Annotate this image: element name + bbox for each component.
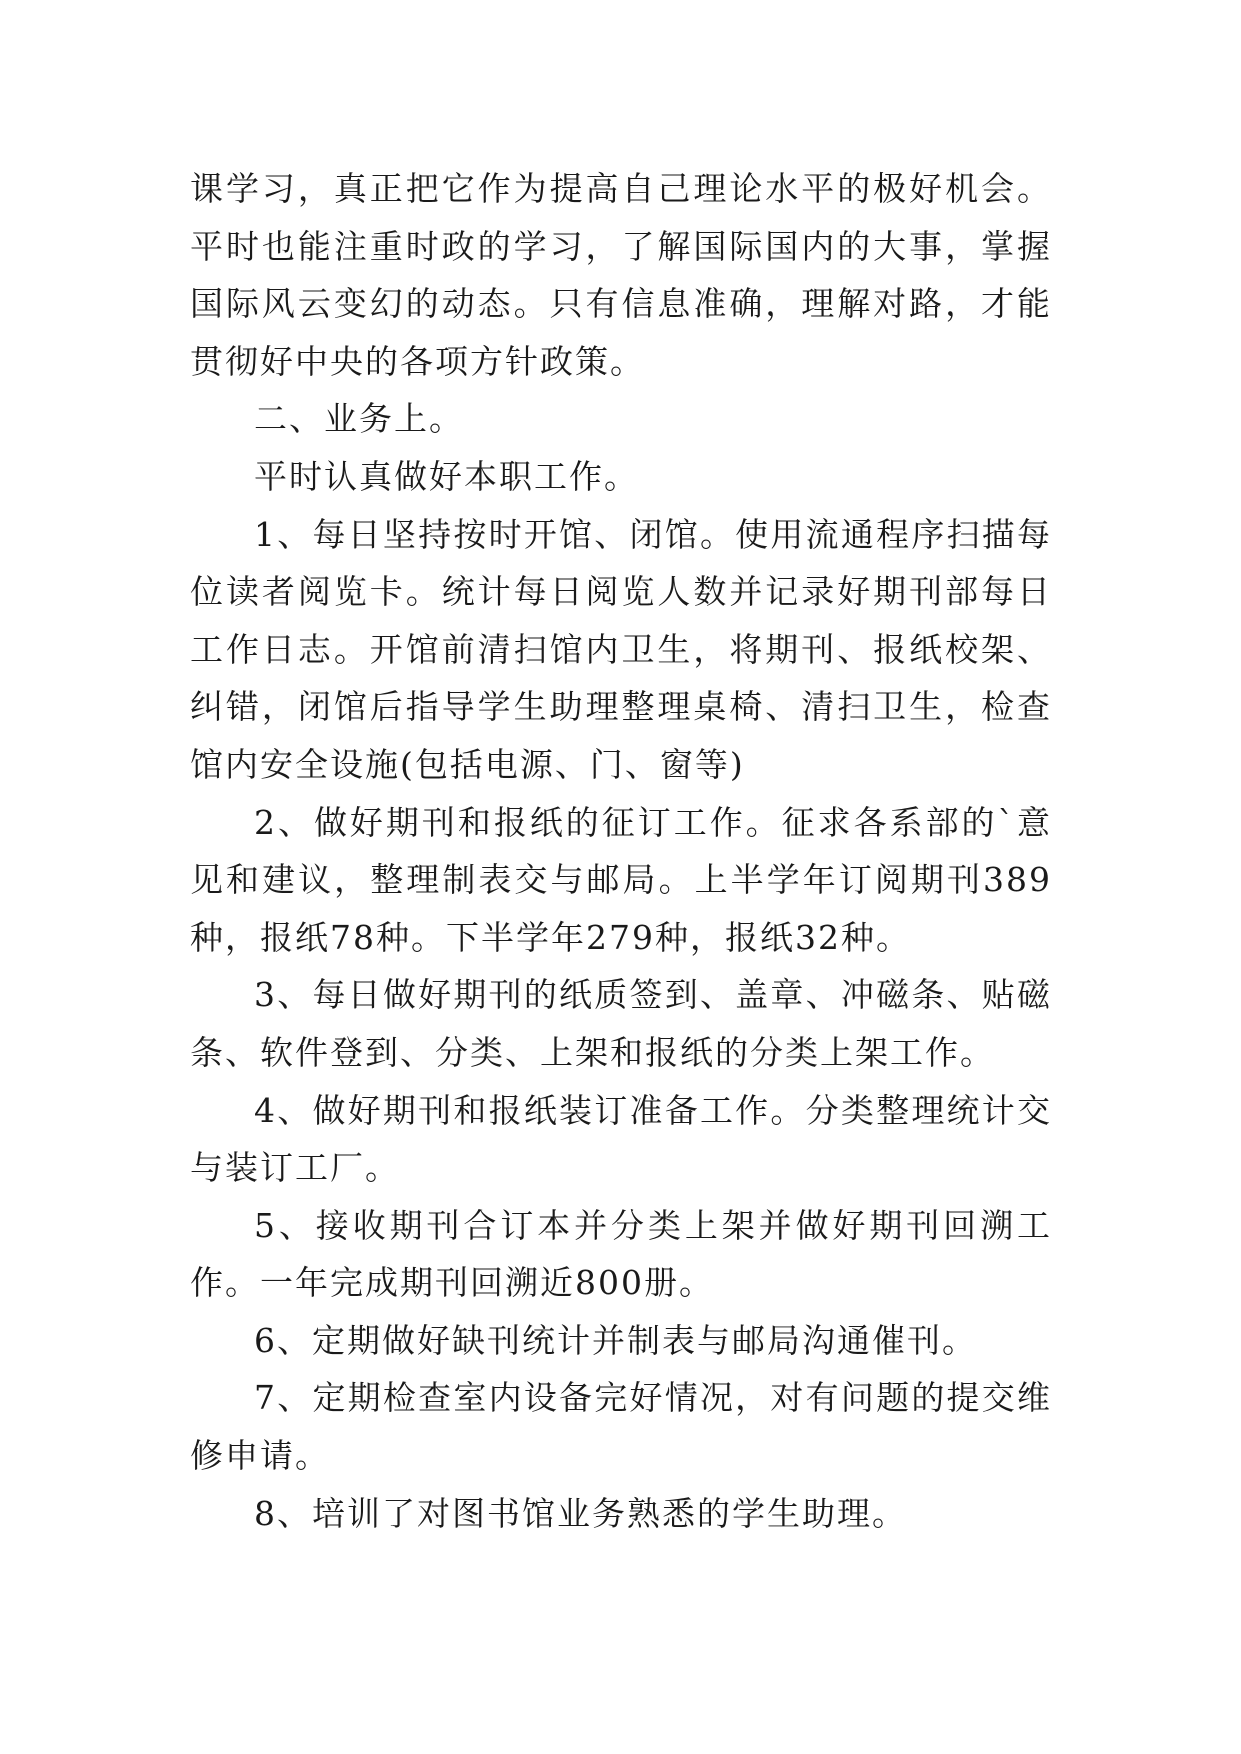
list-item-3: 3、每日做好期刊的纸质签到、盖章、冲磁条、贴磁条、软件登到、分类、上架和报纸的分类上架工作。 [190, 975, 1052, 1072]
list-item-1: 1、每日坚持按时开馆、闭馆。使用流通程序扫描每位读者阅览卡。统计每日阅览人数并记录好期刊部每日工作日志。开馆前清扫馆内卫生，将期刊、报纸校架、纠错，闭馆后指导学生助理整理桌椅、清扫卫生，检查馆内安全设施(包括电源、门、窗等) [190, 514, 1052, 784]
section-heading-business: 二、业务上。 [254, 399, 464, 439]
paragraph-continuation: 课学习，真正把它作为提高自己理论水平的极好机会。平时也能注重时政的学习，了解国际国内的大事，掌握国际风云变幻的动态。只有信息准确，理解对路，才能贯彻好中央的各项方针政策。 [190, 169, 1052, 381]
paragraph-intro: 平时认真做好本职工作。 [254, 456, 639, 496]
list-item-7: 7、定期检查室内设备完好情况，对有问题的提交维修申请。 [190, 1378, 1052, 1476]
list-item-8: 8、培训了对图书馆业务熟悉的学生助理。 [254, 1493, 907, 1533]
list-item-5: 5、接收期刊合订本并分类上架并做好期刊回溯工作。一年完成期刊回溯近800册。 [190, 1205, 1052, 1303]
document-body [190, 160, 1052, 1542]
list-item-4: 4、做好期刊和报纸装订准备工作。分类整理统计交与装订工厂。 [190, 1090, 1052, 1188]
list-item-6: 6、定期做好缺刊统计并制表与邮局沟通催刊。 [254, 1320, 977, 1360]
list-item-2: 2、做好期刊和报纸的征订工作。征求各系部的`意见和建议，整理制表交与邮局。上半学年订阅期刊389种，报纸78种。下半学年279种，报纸32种。 [190, 802, 1052, 957]
